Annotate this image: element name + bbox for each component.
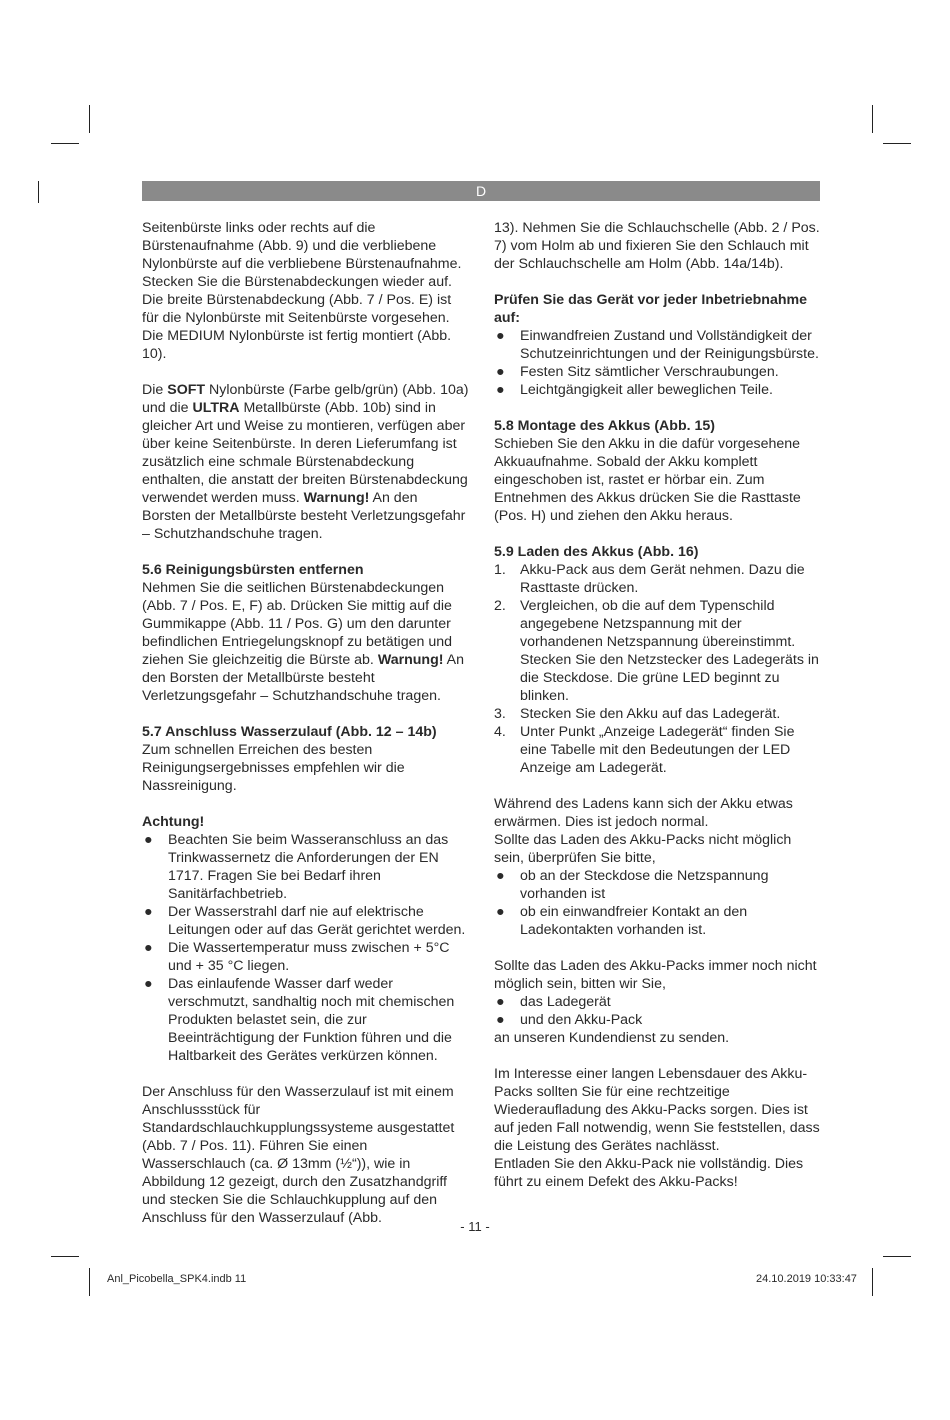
paragraph: Während des Ladens kann sich der Akku etwas erwärmen. Dies ist jedoch normal. xyxy=(494,796,793,830)
list-item: ● und den Akku-Pack xyxy=(496,1012,643,1028)
section-heading: 5.8 Montage des Akkus (Abb. 15) xyxy=(494,418,716,434)
paragraph: Seitenbürste links oder rechts auf die Bürstenaufnahme (Abb. 9) und die verbliebene Nylonbürste auf die verbliebene Bürstenaufnahme. Stecken Sie die Bürstenabdeckungen wieder auf. Die breite Bürstenabdeckung (Abb. 7 / Pos. E) ist für die Nylonbürste mit Seitenbürste vorgesehen. Die MEDIUM Nylonbürste ist fertig montiert (Abb. 10). xyxy=(142,220,462,362)
paragraph: Schieben Sie den Akku in die dafür vorgesehene Akkuaufnahme. Sobald der Akku komplett eingeschoben ist, rastet er hörbar ein. Zum Entnehmen des Akkus drücken Sie die Rasttaste (Pos. H) und ziehen den Akku heraus. xyxy=(494,436,801,524)
paragraph: Im Interesse einer langen Lebensdauer des Akku-Packs sollten Sie für eine rechtzeitige Wiederaufladung des Akku-Packs sorgen. Dies ist auf jeden Fall notwendig, wenn Sie feststellen, dass die Leistung des Gerätes nachlässt. xyxy=(494,1066,820,1154)
bullet-list xyxy=(494,867,822,939)
right-column xyxy=(494,219,822,1191)
crop-mark xyxy=(51,143,79,144)
list-item: 3. Stecken Sie den Akku auf das Ladegerät. xyxy=(494,706,781,722)
language-header-bar xyxy=(142,181,820,201)
list-item: ● ob an der Steckdose die Netzspannung vorhanden ist xyxy=(496,868,769,902)
bullet-list xyxy=(494,327,822,399)
page-number: - 11 - xyxy=(460,1219,490,1234)
list-item: ● das Ladegerät xyxy=(496,994,611,1010)
list-item: 4. Unter Punkt „Anzeige Ladegerät“ finden Sie eine Tabelle mit den Bedeutungen der LED Anzeige am Ladegerät. xyxy=(494,724,795,776)
language-label: D xyxy=(475,183,487,199)
crop-mark xyxy=(51,1256,79,1257)
list-item: 1. Akku-Pack aus dem Gerät nehmen. Dazu die Rasttaste drücken. xyxy=(494,562,805,596)
list-item: ● Das einlaufende Wasser darf weder verschmutzt, sandhaltig noch mit chemischen Produkten belastet sein, die zur Beeinträchtigung der Funktion führen und die Haltbarkeit des Gerätes verkürzen können. xyxy=(144,976,455,1064)
footer-filename: Anl_Picobella_SPK4.indb 11 xyxy=(107,1273,247,1285)
crop-mark xyxy=(89,105,90,133)
crop-mark xyxy=(89,1268,90,1296)
list-item: ● Leichtgängigkeit aller beweglichen Teile. xyxy=(496,382,773,398)
crop-mark xyxy=(872,105,873,133)
footer-timestamp: 24.10.2019 10:33:47 xyxy=(756,1273,857,1285)
paragraph: an unseren Kundendienst zu senden. xyxy=(494,1030,730,1046)
numbered-list xyxy=(494,561,822,777)
paragraph: Der Anschluss für den Wasserzulauf ist mit einem Anschlussstück für Standardschlauchkupplungssysteme ausgestattet (Abb. 7 / Pos. 11). Führen Sie einen Wasserschlauch (ca. Ø 13mm (½“)), wie in Abbildung 12 gezeigt, durch den Zusatzhandgriff und stecken Sie die Schlauchkupplung auf den Anschluss für den Wasserzulauf (Abb. xyxy=(142,1084,455,1226)
attention-heading: Achtung! xyxy=(142,814,205,830)
paragraph: 13). Nehmen Sie die Schlauchschelle (Abb. 2 / Pos. 7) vom Holm ab und fixieren Sie den Schlauch mit der Schlauchschelle am Holm (Abb. 14a/14b). xyxy=(494,220,820,272)
paragraph: Sollte das Laden des Akku-Packs nicht möglich sein, überprüfen Sie bitte, xyxy=(494,832,792,866)
list-item: ● Die Wassertemperatur muss zwischen + 5°C und + 35 °C liegen. xyxy=(144,940,450,974)
section-heading: Prüfen Sie das Gerät vor jeder Inbetriebnahme auf: xyxy=(494,292,808,326)
paragraph: Die SOFT Nylonbürste (Farbe gelb/grün) (Abb. 10a) und die ULTRA Metallbürste (Abb. 10b) sind in gleicher Art und Weise zu montieren, verfügen aber über keine Seitenbürste. In deren Lieferumfang ist zusätzlich eine schmale Bürstenabdeckung enthalten, die anstatt der breiten Bürstenabdeckung verwendet werden muss. Warnung! An den Borsten der Metallbürste besteht Verletzungsgefahr – Schutzhandschuhe tragen. xyxy=(142,382,469,542)
list-item: ● Festen Sitz sämtlicher Verschraubungen. xyxy=(496,364,779,380)
list-item: ● Einwandfreien Zustand und Vollständigkeit der Schutzeinrichtungen und der Reinigungsbürste. xyxy=(496,328,819,362)
section-heading: 5.6 Reinigungsbürsten entfernen xyxy=(142,562,364,578)
paragraph: Zum schnellen Erreichen des besten Reinigungsergebnisses empfehlen wir die Nassreinigung. xyxy=(142,742,405,794)
crop-mark xyxy=(872,1268,873,1296)
crop-mark xyxy=(883,143,911,144)
bullet-list xyxy=(494,993,822,1029)
paragraph: Sollte das Laden des Akku-Packs immer noch nicht möglich sein, bitten wir Sie, xyxy=(494,958,817,992)
left-column xyxy=(142,219,470,1227)
section-heading: 5.7 Anschluss Wasserzulauf (Abb. 12 – 14b) xyxy=(142,724,437,740)
crop-mark xyxy=(38,181,39,203)
list-item: ● Der Wasserstrahl darf nie auf elektrische Leitungen oder auf das Gerät gerichtet werden. xyxy=(144,904,466,938)
list-item: ● Beachten Sie beim Wasseranschluss an das Trinkwassernetz die Anforderungen der EN 1717. Fragen Sie bei Bedarf ihren Sanitärfachbetrieb. xyxy=(144,832,449,902)
list-item: 2. Vergleichen, ob die auf dem Typenschild angegebene Netzspannung mit der vorhandenen Netzspannung übereinstimmt. Stecken Sie den Netzstecker des Ladegeräts in die Steckdose. Die grüne LED beginnt zu blinken. xyxy=(494,598,819,704)
section-heading: 5.9 Laden des Akkus (Abb. 16) xyxy=(494,544,699,560)
list-item: ● ob ein einwandfreier Kontakt an den Ladekontakten vorhanden ist. xyxy=(496,904,748,938)
crop-mark xyxy=(883,1256,911,1257)
paragraph: Nehmen Sie die seitlichen Bürstenabdeckungen (Abb. 7 / Pos. E, F) ab. Drücken Sie mittig auf die Gummikappe (Abb. 11 / Pos. G) um den darunter befindlichen Entriegelungsknopf zu betätigen und ziehen Sie gleichzeitig die Bürste ab. Warnung! An den Borsten der Metallbürste besteht Verletzungsgefahr – Schutzhandschuhe tragen. xyxy=(142,580,465,704)
paragraph: Entladen Sie den Akku-Pack nie vollständig. Dies führt zu einem Defekt des Akku-Packs! xyxy=(494,1156,804,1190)
bullet-list xyxy=(142,831,470,1065)
